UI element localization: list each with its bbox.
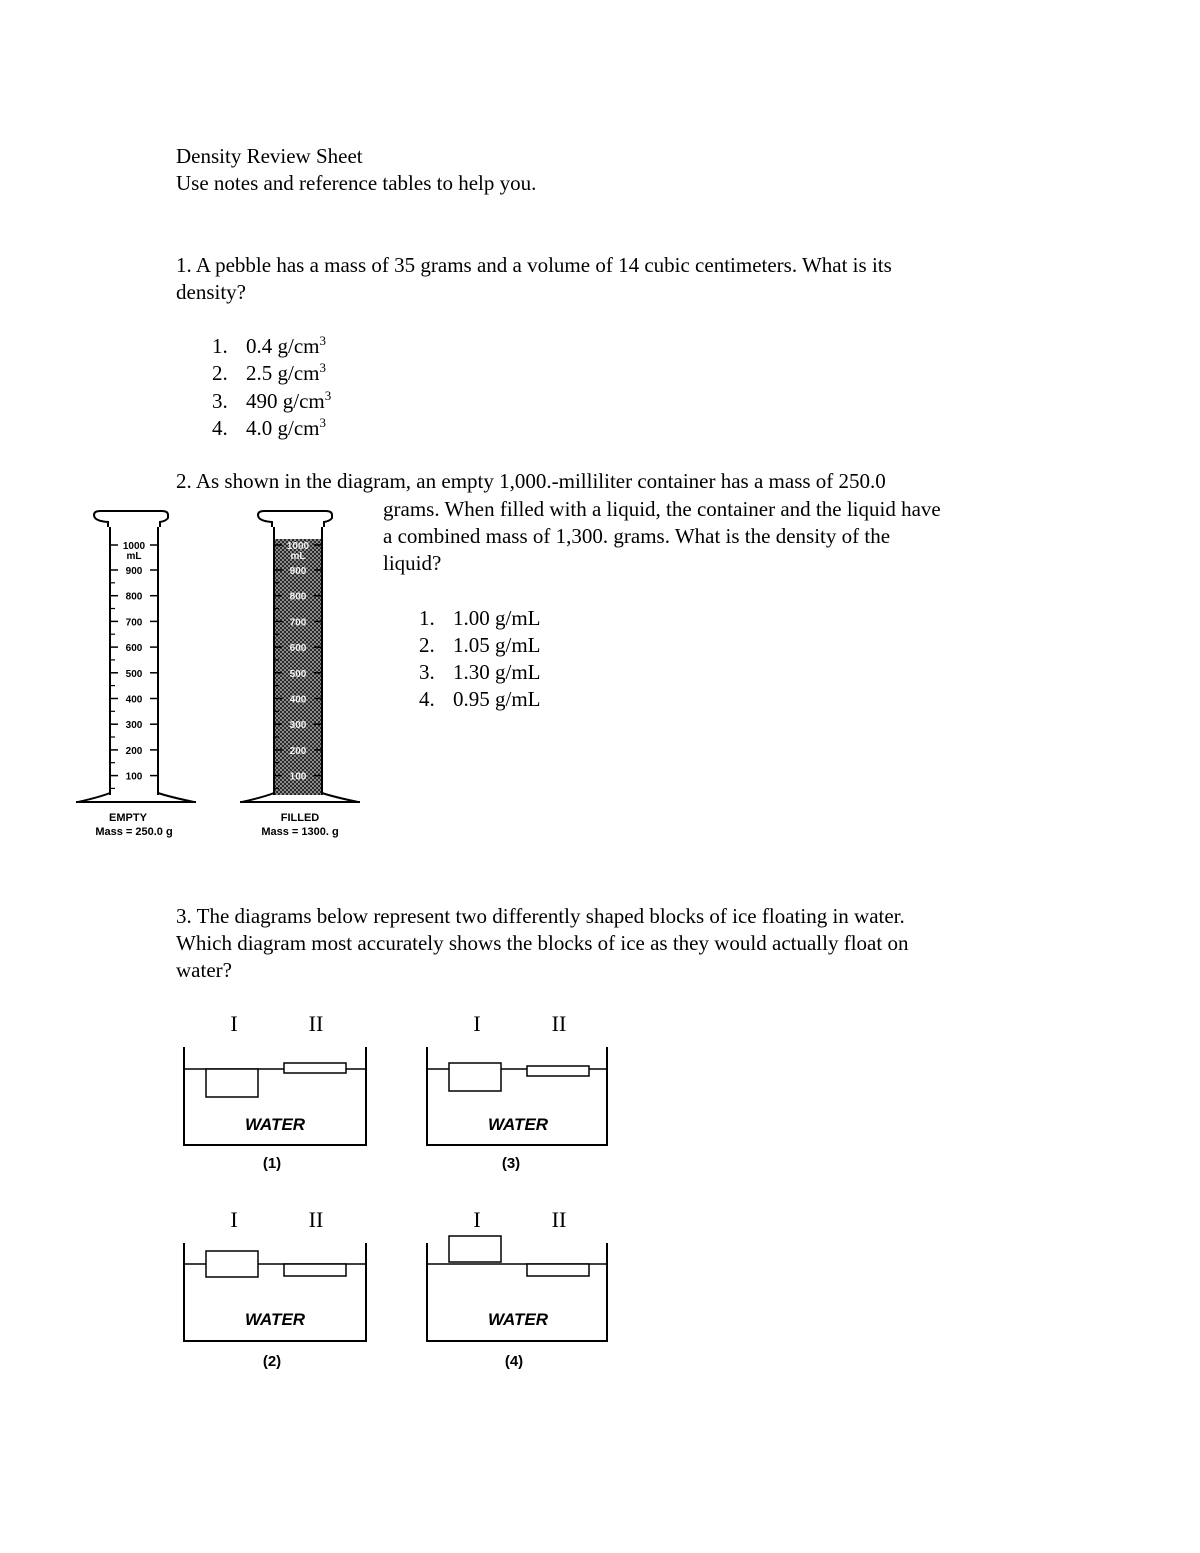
- scale-label: 300: [125, 720, 143, 732]
- water-label: WATER: [244, 1310, 306, 1329]
- q2-option-2: 2. 1.05 g/mL: [419, 633, 541, 657]
- water-label: WATER: [244, 1115, 306, 1134]
- diagram-1: [184, 1011, 366, 1172]
- scale-label: 400: [125, 694, 143, 706]
- diagram-4: [427, 1207, 607, 1370]
- block-label-II: II: [308, 1011, 324, 1036]
- scale-label: 900: [289, 566, 307, 577]
- question-1-text-line2: density?: [176, 280, 246, 304]
- q1-option-2: 2. 2.5 $g/cm^3$: [212, 360, 326, 385]
- scale-label: 700: [125, 617, 143, 629]
- ice-blocks-diagrams: [176, 1005, 616, 1375]
- question-2-text-line4: liquid?: [383, 551, 442, 575]
- scale-label: 500: [289, 668, 307, 680]
- water-label: WATER: [487, 1310, 549, 1329]
- scale-label: 1000: [122, 541, 146, 552]
- scale-label: 600: [125, 643, 143, 655]
- scale-label: 900: [125, 566, 143, 577]
- ice-block-II: [527, 1264, 589, 1276]
- question-1-text-line1: 1. A pebble has a mass of 35 grams and a volume of 14 cubic centimeters. What is its: [176, 253, 892, 277]
- scale-label: 100: [125, 771, 143, 783]
- q2-option-3: 3. 1.30 g/mL: [419, 660, 541, 684]
- block-label-II: II: [308, 1207, 324, 1232]
- block-label-II: II: [551, 1011, 567, 1036]
- question-3-text-line1: 3. The diagrams below represent two differently shaped blocks of ice floating in water.: [176, 904, 905, 928]
- diagram-2: [184, 1207, 366, 1370]
- scale-label: 100: [289, 771, 307, 783]
- ice-block-I: [449, 1063, 501, 1091]
- filled-caption: FILLED: [280, 812, 320, 824]
- ice-block-I: [206, 1251, 258, 1277]
- empty-scale: [110, 541, 158, 788]
- question-2-text-line3: a combined mass of 1,300. grams. What is the density of the: [383, 524, 891, 548]
- diagram-label: (2): [262, 1353, 282, 1370]
- diagram-label: (1): [262, 1155, 282, 1172]
- block-label-I: I: [230, 1011, 238, 1036]
- page-subtitle: Use notes and reference tables to help you.: [176, 171, 537, 195]
- question-3-text-line2: Which diagram most accurately shows the blocks of ice as they would actually float on: [176, 931, 909, 955]
- scale-label: 600: [289, 643, 307, 655]
- question-2-text-line2: grams. When filled with a liquid, the container and the liquid have: [383, 497, 941, 521]
- diagram-label: (4): [504, 1353, 524, 1370]
- ice-block-II: [284, 1264, 346, 1276]
- scale-label: 700: [289, 617, 307, 629]
- scale-label: 800: [125, 591, 143, 603]
- scale-label: 200: [125, 745, 143, 757]
- diagram-label: (3): [501, 1155, 521, 1172]
- q1-option-3: 3. 490 $g/cm^3$: [212, 388, 332, 413]
- q1-option-1: 1. 0.4 $g/cm^3$: [212, 333, 326, 358]
- diagram-3: [427, 1011, 607, 1172]
- scale-label: 1000: [286, 541, 310, 552]
- block-label-I: I: [473, 1207, 481, 1232]
- filled-mass: Mass = 1300. g: [261, 826, 339, 838]
- question-2-text-line1: 2. As shown in the diagram, an empty 1,000.-milliliter container has a mass of 250.0: [176, 469, 886, 493]
- scale-label: 800: [289, 591, 307, 603]
- ice-block-II: [527, 1066, 589, 1076]
- filled-cylinder: [240, 511, 360, 802]
- ice-block-II: [284, 1063, 346, 1073]
- page-title: Density Review Sheet: [176, 144, 363, 168]
- question-3-text-line3: water?: [176, 958, 232, 982]
- scale-label: 200: [289, 745, 307, 757]
- block-label-I: I: [473, 1011, 481, 1036]
- water-label: WATER: [487, 1115, 549, 1134]
- empty-mass: Mass = 250.0 g: [95, 826, 173, 838]
- q2-option-1: 1. 1.00 g/mL: [419, 606, 541, 630]
- graduated-cylinders-diagram: [70, 505, 370, 845]
- ice-block-I: [449, 1236, 501, 1262]
- scale-unit: mL: [126, 551, 142, 562]
- empty-caption: EMPTY: [109, 812, 147, 824]
- scale-label: 400: [289, 694, 307, 706]
- q1-option-4: 4. 4.0 $g/cm^3$: [212, 415, 326, 440]
- q2-option-4: 4. 0.95 g/mL: [419, 687, 541, 711]
- scale-label: 300: [289, 720, 307, 732]
- empty-cylinder: [76, 511, 196, 802]
- scale-unit: mL: [290, 551, 306, 562]
- scale-label: 500: [125, 668, 143, 680]
- block-label-II: II: [551, 1207, 567, 1232]
- block-label-I: I: [230, 1207, 238, 1232]
- ice-block-I: [206, 1069, 258, 1097]
